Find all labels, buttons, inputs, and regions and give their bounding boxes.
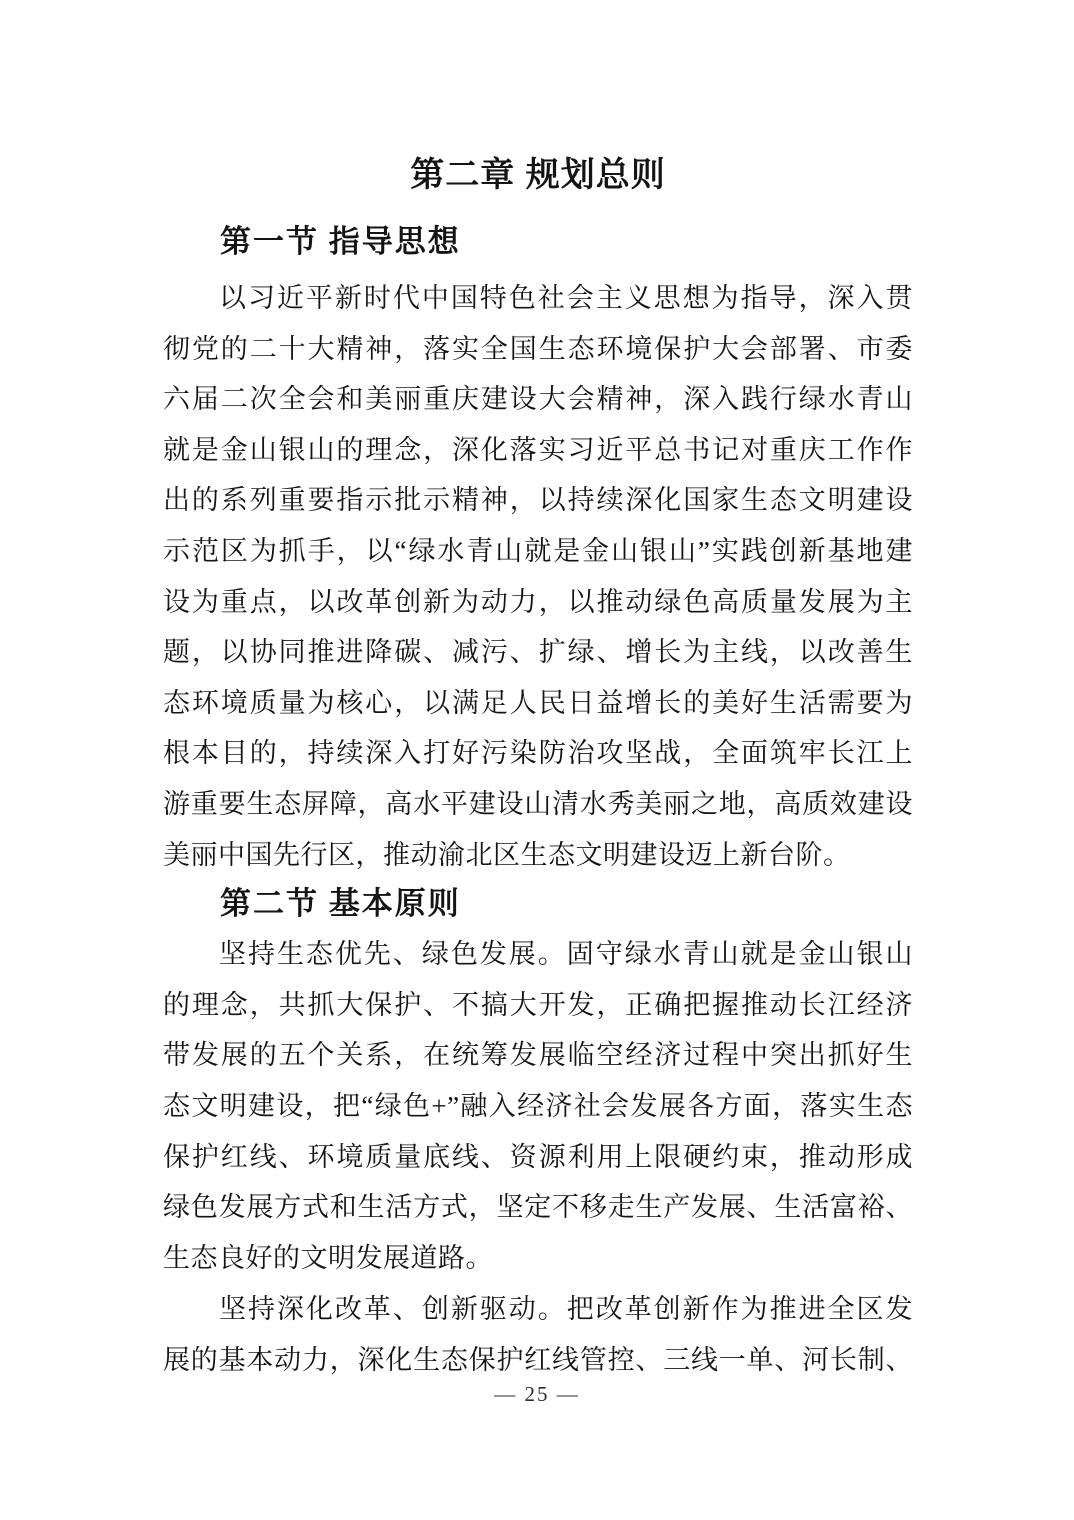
- page-number: — 25 —: [494, 1382, 580, 1406]
- body-text-line: 展的基本动力，深化生态保护红线管控、三线一单、河长制、: [163, 1344, 913, 1375]
- body-text-line: 出的系列重要指示批示精神，以持续深化国家生态文明建设: [163, 485, 913, 516]
- body-text-line: 态文明建设，把“绿色+”融入经济社会发展各方面，落实生态: [163, 1090, 913, 1121]
- body-text-line: 设为重点，以改革创新为动力，以推动绿色高质量发展为主: [163, 586, 913, 617]
- body-text-line: 示范区为抓手，以“绿水青山就是金山银山”实践创新基地建: [163, 535, 913, 566]
- body-text-line: 以习近平新时代中国特色社会主义思想为指导，深入贯: [219, 283, 913, 313]
- body-text-line: 美丽中国先行区，推动渝北区生态文明建设迈上新台阶。: [163, 839, 851, 870]
- section-heading-1: 第一节 指导思想: [220, 224, 461, 259]
- body-text-line: 根本目的，持续深入打好污染防治攻坚战，全面筑牢长江上: [163, 738, 913, 769]
- section-heading-2: 第二节 基本原则: [220, 886, 461, 922]
- body-text-line: 坚持生态优先、绿色发展。固守绿水青山就是金山银山: [219, 939, 913, 970]
- body-text-line: 彻党的二十大精神，落实全国生态环境保护大会部署、市委: [163, 333, 913, 364]
- body-text-line: 就是金山银山的理念，深化落实习近平总书记对重庆工作作: [163, 434, 913, 465]
- paragraph-principle-2: [163, 1284, 913, 1385]
- body-text-line: 六届二次全会和美丽重庆建设大会精神，深入践行绿水青山: [163, 384, 913, 415]
- body-text-line: 坚持深化改革、创新驱动。把改革创新作为推进全区发: [219, 1294, 913, 1325]
- body-text-line: 生态良好的文明发展道路。: [163, 1242, 493, 1273]
- paragraph-guiding-ideology: [163, 273, 913, 880]
- body-text-line: 态环境质量为核心，以满足人民日益增长的美好生活需要为: [163, 687, 913, 718]
- body-text-line: 游重要生态屏障，高水平建设山清水秀美丽之地，高质效建设: [163, 788, 913, 819]
- page-content: [163, 0, 913, 1385]
- body-text-line: 的理念，共抓大保护、不搞大开发，正确把握推动长江经济: [163, 989, 913, 1020]
- body-text-line: 带发展的五个关系，在统筹发展临空经济过程中突出抓好生: [163, 1040, 913, 1071]
- body-text-line: 绿色发展方式和生活方式，坚定不移走生产发展、生活富裕、: [163, 1192, 913, 1223]
- body-text-line: 保护红线、环境质量底线、资源利用上限硬约束，推动形成: [163, 1141, 913, 1172]
- body-text-line: 题，以协同推进降碳、减污、扩绿、增长为主线，以改善生: [163, 637, 913, 668]
- paragraph-principle-1: [163, 929, 913, 1283]
- chapter-title: 第二章 规划总则: [410, 156, 666, 194]
